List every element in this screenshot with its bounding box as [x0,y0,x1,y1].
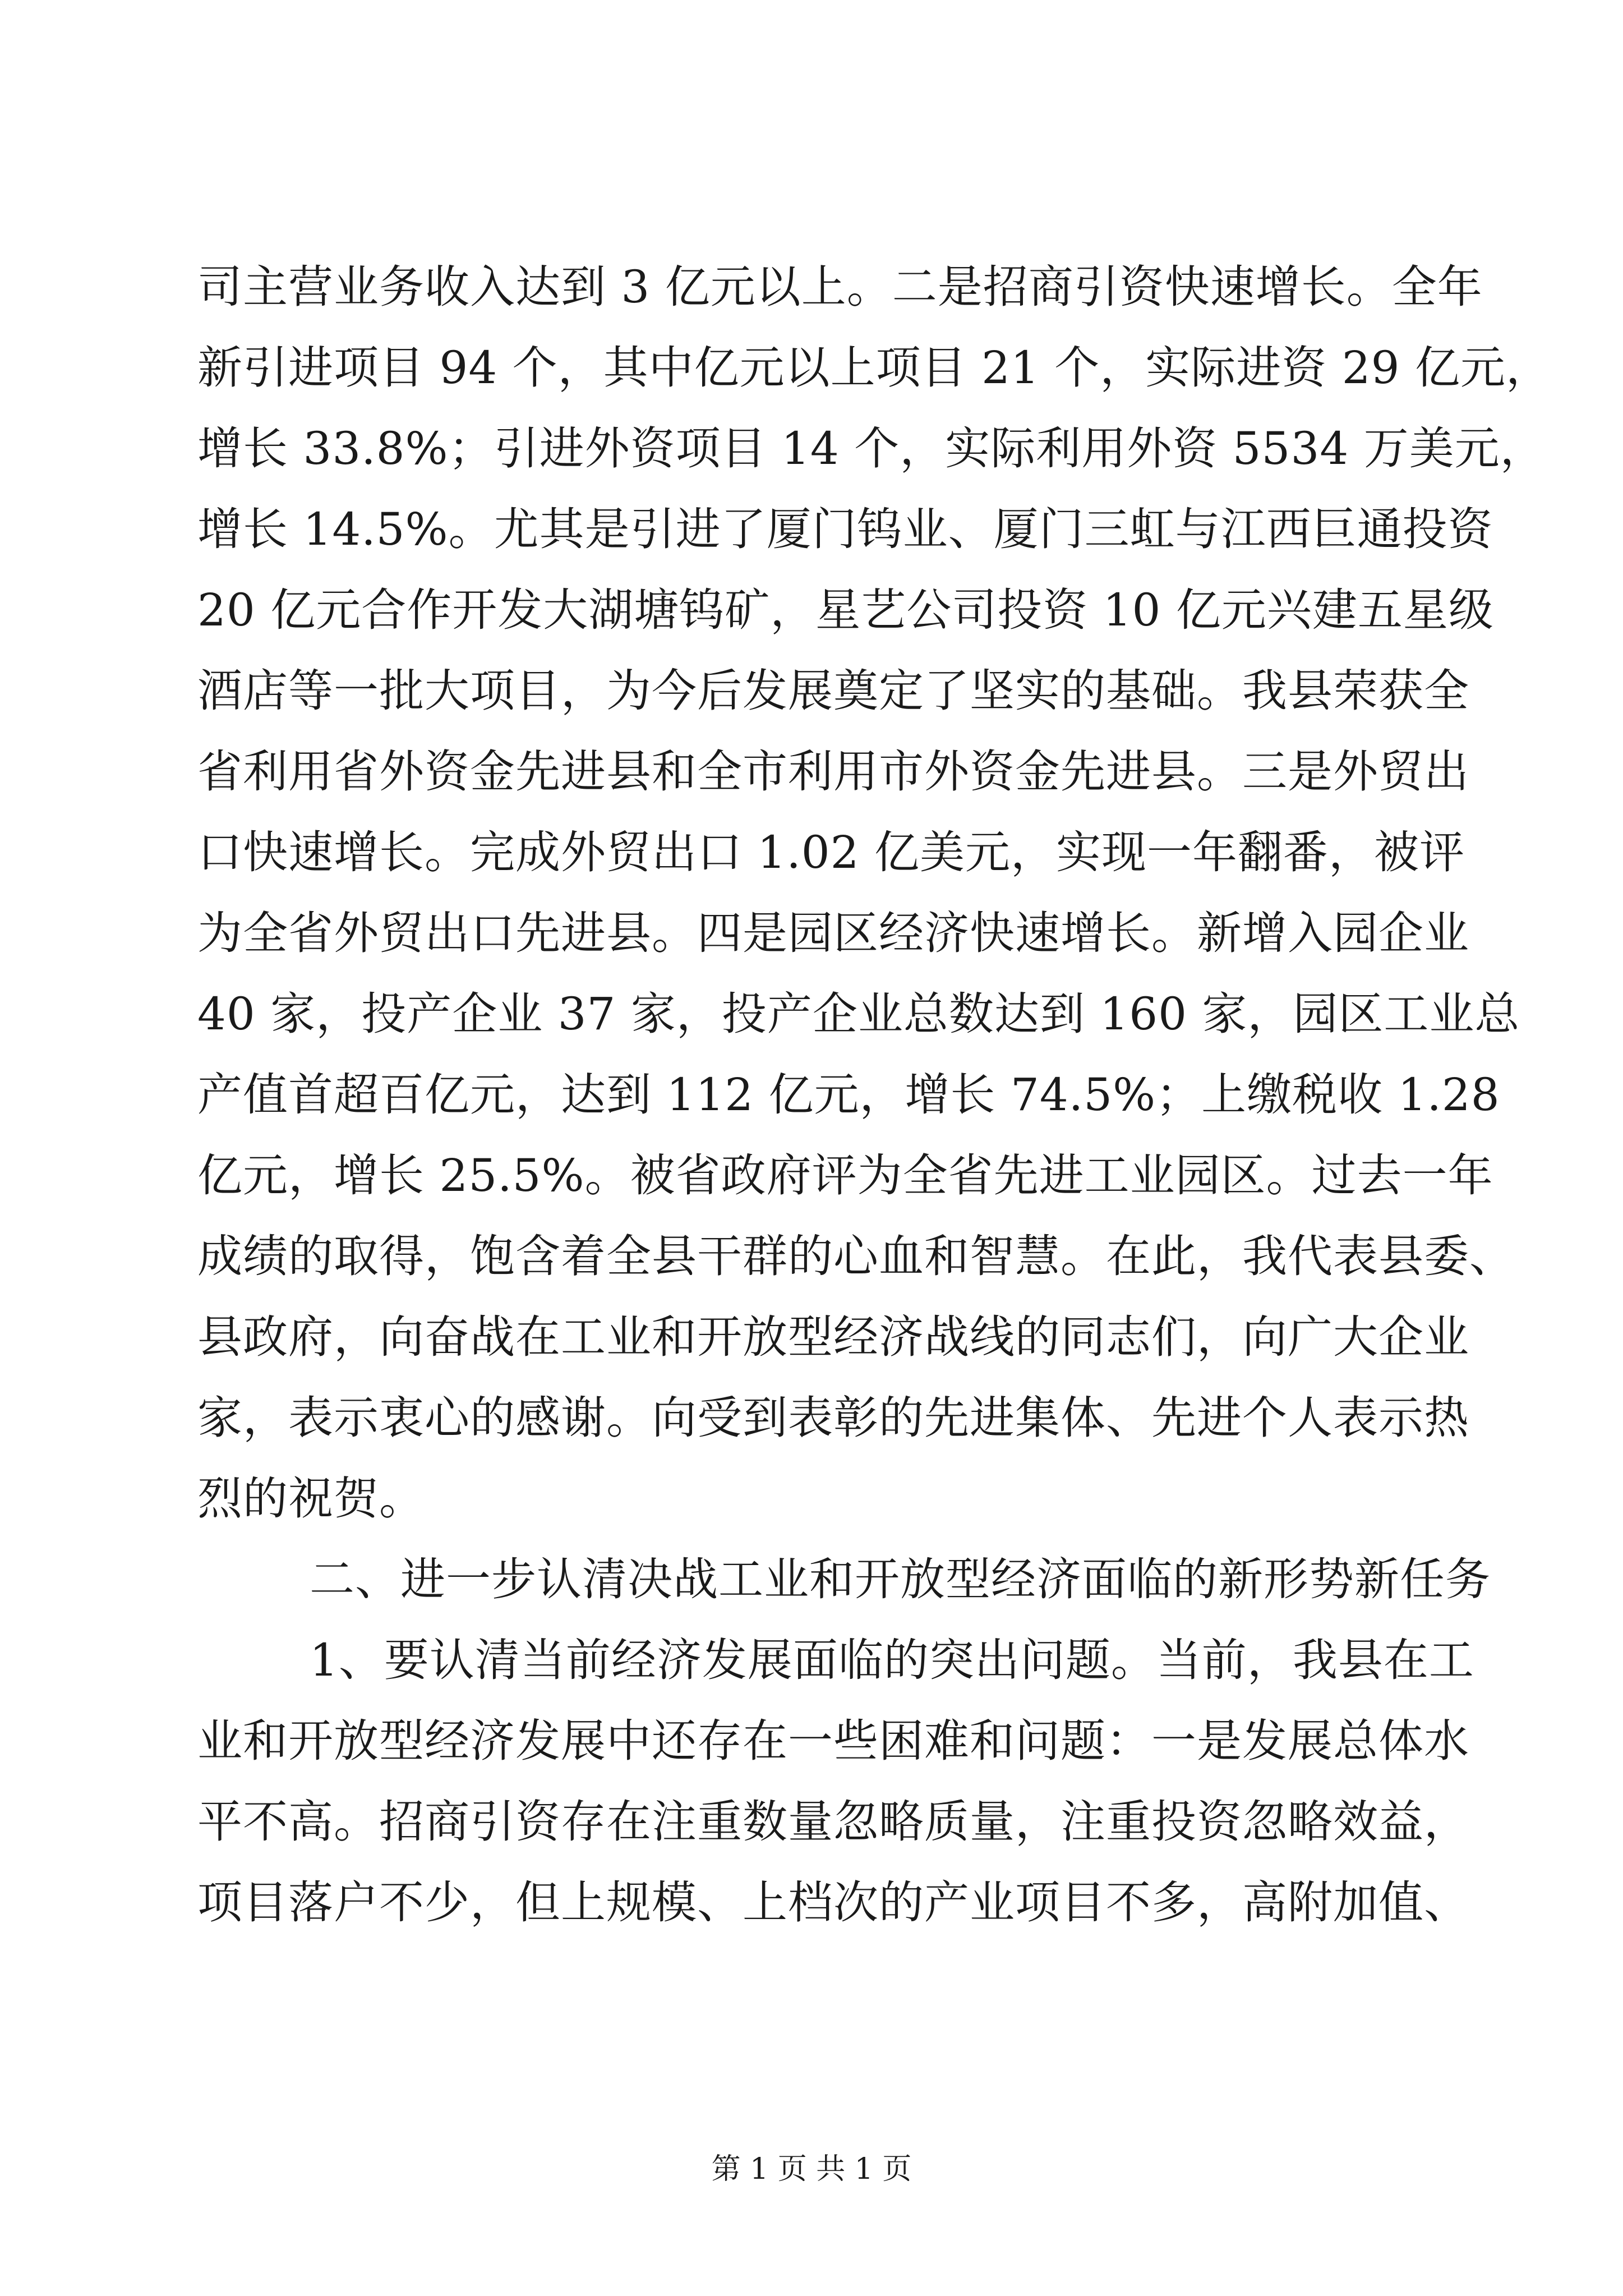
body-line: 亿元，增长 25.5%。被省政府评为全省先进工业园区。过去一年 [197,1149,1493,1202]
page-footer: 第 1 页 共 1 页 [711,2152,912,2186]
body-line: 为全省外贸出口先进县。四是园区经济快速增长。新增入园企业 [197,907,1469,959]
body-line: 酒店等一批大项目，为今后发展奠定了坚实的基础。我县荣获全 [197,665,1469,717]
body-line: 业和开放型经济发展中还存在一些困难和问题：一是发展总体水 [197,1715,1469,1767]
body-line: 省利用省外资金先进县和全市利用市外资金先进县。三是外贸出 [197,746,1469,798]
body-line: 新引进项目 94 个，其中亿元以上项目 21 个，实际进资 29 亿元， [197,342,1551,394]
body-line: 家，表示衷心的感谢。向受到表彰的先进集体、先进个人表示热 [197,1392,1469,1444]
body-line: 成绩的取得，饱含着全县干群的心血和智慧。在此，我代表县委、 [197,1230,1515,1282]
document-body [197,247,1551,1943]
body-line: 增长 33.8%；引进外资项目 14 个，实际利用外资 5534 万美元， [197,422,1546,475]
body-line: 40 家，投产企业 37 家，投产企业总数达到 160 家，园区工业总 [197,988,1520,1040]
body-line: 烈的祝贺。 [197,1473,425,1525]
paragraph-first-line: 1、要认清当前经济发展面临的突出问题。当前，我县在工 [310,1634,1474,1686]
body-line: 产值首超百亿元，达到 112 亿元，增长 74.5%；上缴税收 1.28 [197,1069,1500,1121]
body-line: 20 亿元合作开发大湖塘钨矿，星艺公司投资 10 亿元兴建五星级 [197,584,1494,636]
body-line: 县政府，向奋战在工业和开放型经济战线的同志们，向广大企业 [197,1311,1469,1363]
body-line: 平不高。招商引资存在注重数量忽略质量，注重投资忽略效益， [197,1796,1469,1848]
section-heading: 二、进一步认清决战工业和开放型经济面临的新形势新任务 [310,1553,1491,1605]
body-line: 司主营业务收入达到 3 亿元以上。二是招商引资快速增长。全年 [197,261,1483,313]
body-line: 增长 14.5%。尤其是引进了厦门钨业、厦门三虹与江西巨通投资 [197,503,1493,555]
body-line: 口快速增长。完成外贸出口 1.02 亿美元，实现一年翻番，被评 [197,826,1465,878]
body-line: 项目落户不少，但上规模、上档次的产业项目不多，高附加值、 [197,1876,1469,1929]
